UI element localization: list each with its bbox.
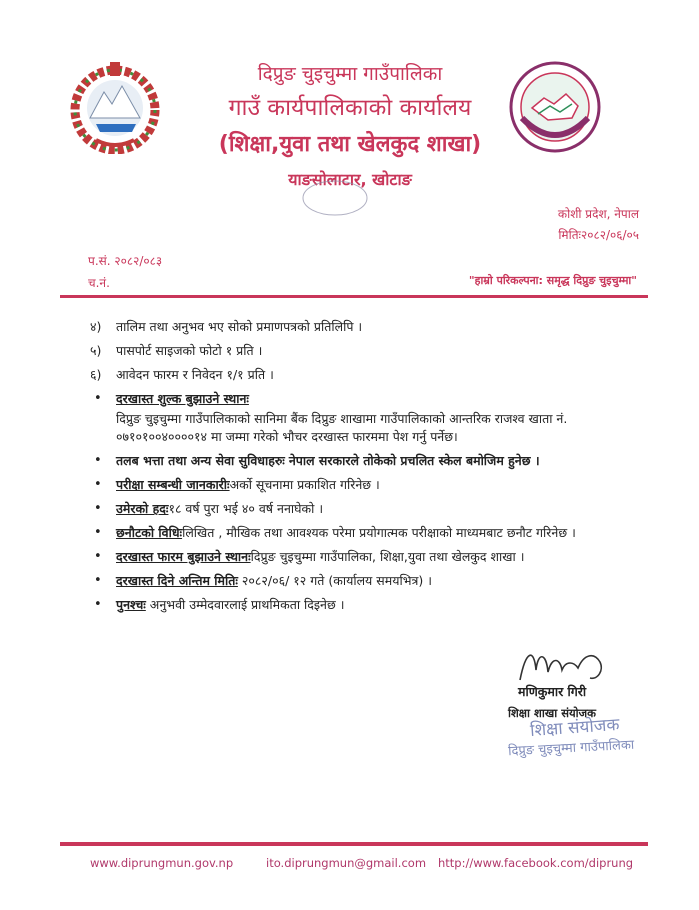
municipality-name: दिप्रुङ चुइचुम्मा गाउँपालिका bbox=[257, 63, 443, 85]
list-item bbox=[90, 476, 630, 494]
bullet-label: तलब भत्ता तथा अन्य सेवा सुविधाहरुः bbox=[116, 453, 285, 468]
official-stamp-line1: शिक्षा संयोजक bbox=[529, 714, 621, 742]
item-number: ४) bbox=[90, 319, 102, 334]
bullet-icon: • bbox=[94, 477, 102, 492]
email-link[interactable]: ito.diprungmun@gmail.com bbox=[266, 856, 427, 870]
bullet-label: दरखास्त शुल्क बुझाउने स्थानः bbox=[116, 391, 249, 406]
footer-divider bbox=[60, 842, 648, 846]
list-item bbox=[90, 318, 630, 336]
official-stamp-line2: दिप्रुङ चुइचुम्मा गाउँपालिका bbox=[507, 737, 635, 760]
bullet-label: परीक्षा सम्बन्धी जानकारीः bbox=[116, 477, 230, 492]
list-item bbox=[90, 366, 630, 384]
facebook-link[interactable]: http://www.facebook.com/diprung bbox=[438, 856, 634, 870]
signatory-name: मणिकुमार गिरी bbox=[518, 684, 587, 699]
list-item bbox=[90, 342, 630, 360]
bullet-text: दिप्रुङ चुइचुम्मा गाउँपालिका, शिक्षा,युवा तथा खेलकुद शाखा । bbox=[250, 549, 525, 564]
bullet-text: नेपाल सरकारले तोकेको प्रचलित स्केल बमोजिम हुनेछ । bbox=[288, 453, 540, 468]
bullet-text: लिखित , मौखिक तथा आवश्यक परेमा प्रयोगात्मक परीक्षाको माध्यमबाट छनौट गरिनेछ । bbox=[182, 525, 576, 540]
bullet-text: २०८२/०६/ १२ गते (कार्यालय समयभित्र) । bbox=[237, 573, 432, 588]
bullet-icon: • bbox=[94, 597, 102, 612]
bullet-label: दरखास्त दिने अन्तिम मितिः bbox=[116, 573, 238, 588]
list-item bbox=[90, 524, 630, 542]
header-divider bbox=[60, 295, 648, 298]
bullet-icon: • bbox=[94, 549, 102, 564]
bullet-text: १८ वर्ष पुरा भई ४० वर्ष ननाघेको । bbox=[168, 501, 324, 516]
item-number: ५) bbox=[90, 343, 102, 358]
website-link[interactable]: www.diprungmun.gov.np bbox=[90, 856, 234, 870]
bullet-label: उमेरको हदः bbox=[116, 501, 169, 516]
bullet-text: दिप्रुङ चुइचुम्मा गाउँपालिकाको सानिमा बैंक दिप्रुङ शाखामा गाउँपालिकाको आन्तरिक राजश्व खाता नं. ०७१०१००४००००१४ मा जम्मा गरेको भौचर दरखास्त फारममा पेश गर्नु पर्नेछ। bbox=[116, 411, 568, 444]
bullet-icon: • bbox=[94, 501, 102, 516]
office-address: याङसोलाटार, खोटाङ bbox=[288, 170, 412, 189]
bullet-icon: • bbox=[94, 573, 102, 588]
list-item bbox=[90, 596, 630, 614]
province-text: कोशी प्रदेश, नेपाल bbox=[557, 207, 639, 221]
letter-date: मितिः२०८२/०६/०५ bbox=[558, 228, 639, 242]
office-name: गाउँ कार्यपालिकाको कार्यालय bbox=[228, 95, 472, 121]
document-list bbox=[90, 318, 630, 620]
bullet-icon: • bbox=[94, 453, 102, 468]
list-item bbox=[90, 452, 630, 470]
list-item bbox=[90, 572, 630, 590]
bullet-label: दरखास्त फारम बुझाउने स्थानः bbox=[116, 549, 251, 564]
item-text: आवेदन फारम र निवेदन १/१ प्रति । bbox=[116, 367, 274, 382]
signatory-title: शिक्षा शाखा संयोजक bbox=[508, 706, 597, 720]
list-item bbox=[90, 500, 630, 518]
item-number: ६) bbox=[90, 367, 102, 382]
list-item bbox=[90, 548, 630, 566]
bullet-icon: • bbox=[94, 391, 102, 406]
bullet-icon: • bbox=[94, 525, 102, 540]
dispatch-number: च.नं. bbox=[88, 276, 110, 290]
section-name: (शिक्षा,युवा तथा खेलकुद शाखा) bbox=[218, 132, 482, 157]
bullet-text: अर्को सूचनामा प्रकाशित गरिनेछ । bbox=[229, 477, 380, 492]
bullet-label: छनौटको विधिः bbox=[116, 525, 183, 540]
motto-text: "हाम्रो परिकल्पना: समृद्ध दिप्रुङ चुइचुम्मा" bbox=[468, 274, 637, 287]
bullet-label: पुनश्चः bbox=[116, 597, 146, 612]
item-text: पासपोर्ट साइजको फोटो १ प्रति । bbox=[116, 343, 263, 358]
bullet-text: अनुभवी उम्मेदवारलाई प्राथमिकता दिइनेछ । bbox=[145, 597, 345, 612]
list-item bbox=[90, 390, 630, 446]
office-stamp bbox=[300, 178, 370, 218]
reference-number: प.सं. २०८२/०८३ bbox=[88, 254, 163, 268]
item-text: तालिम तथा अनुभव भए सोको प्रमाणपत्रको प्रतिलिपि । bbox=[116, 319, 363, 334]
